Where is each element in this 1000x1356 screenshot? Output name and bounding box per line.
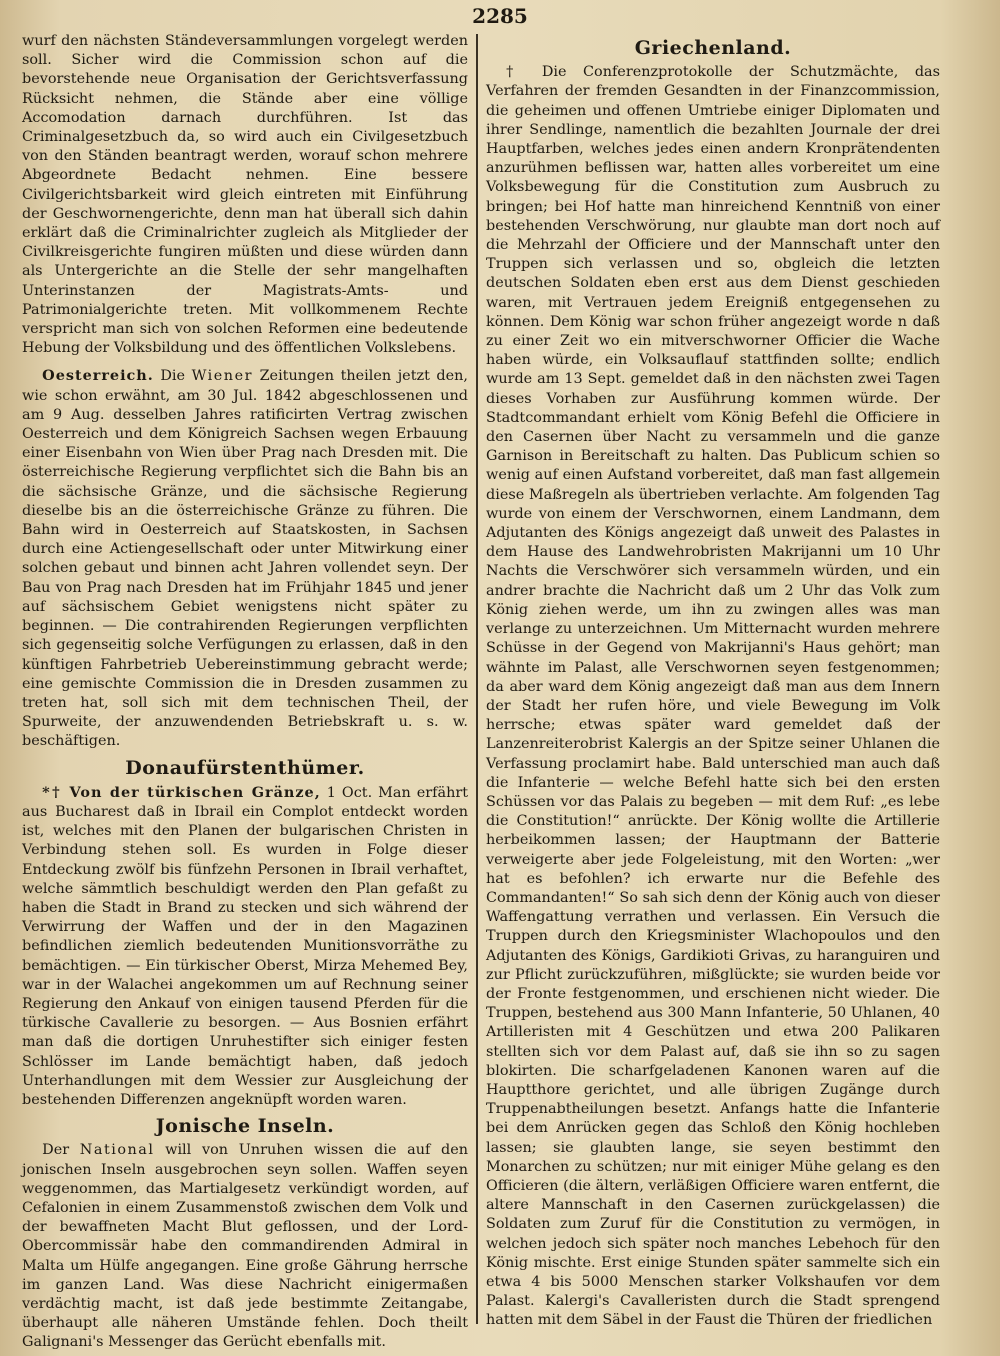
greece-article: † Die Conferenzprotokolle der Schutzmächte, das Verfahren der fremden Gesandten in der Finanzcommission, die geheimen und offenen Umtriebe einiger Diplomaten und ihrer Sendlinge, namentlich die bezahlten Journale der drei Hauptfarben, welches jedes einen andern Kronprätendenten anzurühmen beflissen war, hatten alles vorbereitet um eine Volksbewegung für die Constitution zum Ausbruch zu bringen; bei Hof hatte man hinreichend Kenntniß von einer bestehenden Verschwörung, nur glaubte man dort noch auf die Mehrzahl der Officiere und der Mannschaft unter den Truppen sich verlassen und so, obgleich die letzten deutschen Soldaten eben erst aus dem Dienst geschieden waren, mit Vertrauen jedem Ereigniß entgegensehen zu können. Dem König war schon früher angezeigt worde n daß zu einer Zeit wo ein mitverschworner Officier die Wache haben würde, ein Volksauflauf stattfinden sollte; endlich wurde am 13 Sept. gemeldet daß in den nächsten zwei Tagen dieses Vorhaben zur Ausführung kommen würde. Der Stadtcommandant erhielt vom König Befehl die Officiere in den Casernen über Nacht zu versammeln und die ganze Garnison in Bereitschaft zu halten. Das Publicum schien so wenig auf einen Aufstand vorbereitet, daß man fast allgemein diese Maßregeln als übertrieben verlachte. Am folgenden Tag wurde von einem der Verschwornen, einem Landmann, dem Adjutanten des Königs angezeigt daß unweit des Palastes in dem Hause des Landwehrobristen Makrijanni um 10 Uhr Nachts die Verschwörer sich versammeln würden, und ein andrer brachte die Nachricht daß um 2 Uhr das Volk zum König ziehen werde, um ihn zu zwingen alles was man verlange zu unterzeichnen. Um Mitternacht wurden mehrere Schüsse in der Gegend von Makrijanni's Haus gehört; man wähnte im Palast, alle Verschwornen seyen festgenommen; da aber ward dem König angezeigt daß man aus dem Innern der Stadt her rufen höre, und viele Bewegung im Volk herrsche; etwas später ward gemeldet daß der Lanzenreiterobrist Kalergis an der Spitze seiner Uhlanen die Verfassung proclamirt habe. Bald unterschied man auch daß die Infanterie — welche Befehl hatte sich bei den ersten Schüssen vor das Palais zu begeben — mit dem Ruf: „es lebe die Constitution!“ anrückte. Der König wollte die Artillerie herbeikommen lassen; der Hauptmann der Batterie verweigerte aber jede Folgeleistung, mit den Worten: „wer hat es befohlen? ich erwarte nur die Befehle des Commandanten!“ So sah sich denn der König auch von dieser Waffengattung verrathen und verlassen. Ein Versuch die Truppen durch den Kriegsminister Wlachopoulos und den Adjutanten des Königs, Gardikioti Grivas, zu haranguiren und zur Pflicht zurückzuführen, mißglückte; sie wurden beide vor der Fronte festgenommen, und erschienen nicht wieder. Die Truppen, bestehend aus 300 Mann Infanterie, 50 Uhlanen, 40 Artilleristen mit 4 Geschützen und etwa 200 Palikaren stellten sich vor dem Palast auf, daß sie ihn so zu sagen blokirten. Die scharfgeladenen Kanonen waren auf die Hauptthore gerichtet, und alle übrigen Zugänge durch Truppenabtheilungen besetzt. Anfangs hatte die Infanterie bei dem Anrücken gegen das Schloß den König hochleben lassen; sie glaubten lange, sie seyen bestimmt den Monarchen zu schützen; nur mit einiger Mühe gelang es den Officieren (die ältern, verläßigen Officiere waren entfernt, die altere Mannschaft in den Casernen zurückgelassen) die Soldaten zum Zuruf für die Constitution zu vermögen, in welchen jedoch sich später noch manches Lebehoch für den König mischte. Erst einige Stunden später sammelte sich ein etwa 4 bis 5000 Menschen starker Volkshaufen vor dem Palast. Kalergi's Cavalleristen durch die Stadt sprengend hatten mit dem Säbel in der Faust die Thüren der friedlichen [486, 64, 940, 1329]
austria-text-a: Die [160, 368, 186, 385]
ionian-text-b: will von Unruhen wissen die auf den jonischen Inseln ausgebrochen seyn sollen. Waffen seyen weggenommen, das Martialgesetz verkündigt worden, auf Cefalonien in einem Zusammenstoß zwischen dem Volk und der bewaffneten Macht Blut geflossen, und der Lord-Obercommissär habe den commandirenden Admiral in Malta um Hülfe angegangen. Eine große Gährung herrsche im ganzen Land. Was diese Nachricht einigermaßen verdächtig macht, ist daß jede bestimmte Zeitangabe, überhaupt alle näheren Umstände fehlen. Doch theilt Galignani's Messenger das Gerücht ebenfalls mit. [22, 1142, 468, 1351]
austria-source: Wiener [191, 368, 253, 385]
danube-heading: Donaufürstenthümer. [125, 756, 365, 779]
greece-heading: Griechenland. [634, 37, 792, 59]
austria-article [22, 366, 468, 751]
left-column [22, 32, 469, 1351]
austria-lead: Oesterreich. [42, 367, 154, 385]
danube-lead: *† Von der türkischen Gränze, [42, 783, 321, 801]
ionian-source: National [79, 1142, 155, 1159]
intro-paragraph: wurf den nächsten Ständeversammlungen vorgelegt werden soll. Sicher wird die Commission schon auf die bevorstehende neue Organisation der Gerichtsverfassung Rücksicht nehmen, die Stände aber eine völlige Accomodation darnach durchführen. Ist das Criminalgesetzbuch da, so wird auch ein Civilgesetzbuch von den Ständen beantragt werden, worauf schon mehrere Abgeordnete Bedacht nehmen. Eine bessere Civilgerichtsbarkeit wird gleich eintreten mit Einführung der Geschwornengerichte, denn man hat überall sich dahin erklärt daß die Criminalrichter zugleich als Mitglieder der Civilkreisgerichte fungiren müßten und diese würden dann als Untergerichte an die Stelle der sehr mangelhaften Unterinstanzen der Magistrats-Amts- und Patrimonialgerichte treten. Mit vollkommenem Rechte verspricht man sich von solchen Reformen eine bedeutende Hebung der Volksbildung und des öffentlichen Volkslebens. [22, 33, 468, 357]
austria-text-b: Zeitungen theilen jetzt den, wie schon erwähnt, am 30 Jul. 1842 abgeschlossenen und am 9 Aug. desselben Jahres ratificirten Vertrag zwischen Oesterreich und dem Königreich Sachsen wegen Erbauung einer Eisenbahn von Wien über Prag nach Dresden mit. Die österreichische Regierung verpflichtet sich die Bahn bis an die sächsische Gränze, und die sächsische Regierung dieselbe bis an die österreichische Gränze zu führen. Die Bahn wird in Oesterreich auf Staatskosten, in Sachsen durch eine Actiengesellschaft oder unter Mitwirkung einer solchen gebaut und binnen acht Jahren vollendet seyn. Der Bau von Prag nach Dresden hat im Frühjahr 1845 und jener auf sächsischem Gebiet wenigstens nicht später zu beginnen. — Die contrahirenden Regierungen verpflichten sich gegenseitig solche Verfügungen zu erlassen, daß in den künftigen Fahrbetrieb Uebereinstimmung gebracht werde; eine gemischte Commission die in Dresden zusammen zu treten hat, soll sich mit dem technischen Theil, der Spurweite, der anzuwendenden Betriebskraft u. s. w. beschäftigen. [22, 368, 469, 750]
ionian-heading: Jonische Inseln. [155, 1115, 335, 1138]
spacer [22, 358, 468, 366]
right-column [486, 32, 940, 1336]
ionian-article [22, 1141, 468, 1352]
column-divider [476, 34, 478, 1324]
page-number: 2285 [472, 4, 528, 28]
danube-text: 1 Oct. Man erfährt aus Bucharest daß in Ibrail ein Complot entdeckt worden ist, welches mit den Planen der bulgarischen Christen in Verbindung stehen soll. Es wurden in Folge dieser Entdeckung zwölf bis fünfzehn Personen in Ibrail verhaftet, welche sämmtlich beschuldigt werden den Plan gefaßt zu haben die Stadt in Brand zu stecken und sich während der Verwirrung der Waffen und der in den Magazinen befindlichen ziemlich bedeutenden Munitionsvorräthe zu bemächtigen. — Ein türkischer Oberst, Mirza Mehemed Bey, war in der Walachei angekommen um auf Rechnung seiner Regierung den Ankauf von einigen tausend Pferden für die türkische Cavallerie zu besorgen. — Aus Bosnien erfährt man daß die dortigen Unruhestifter sich einiger festen Schlösser im Lande bemächtigt haben, daß jedoch Unterhandlungen mit dem Wessier zur Ausgleichung der bestehenden Differenzen angeknüpft worden waren. [22, 784, 468, 1108]
danube-article [22, 783, 468, 1110]
ionian-text-a: Der [42, 1142, 70, 1159]
